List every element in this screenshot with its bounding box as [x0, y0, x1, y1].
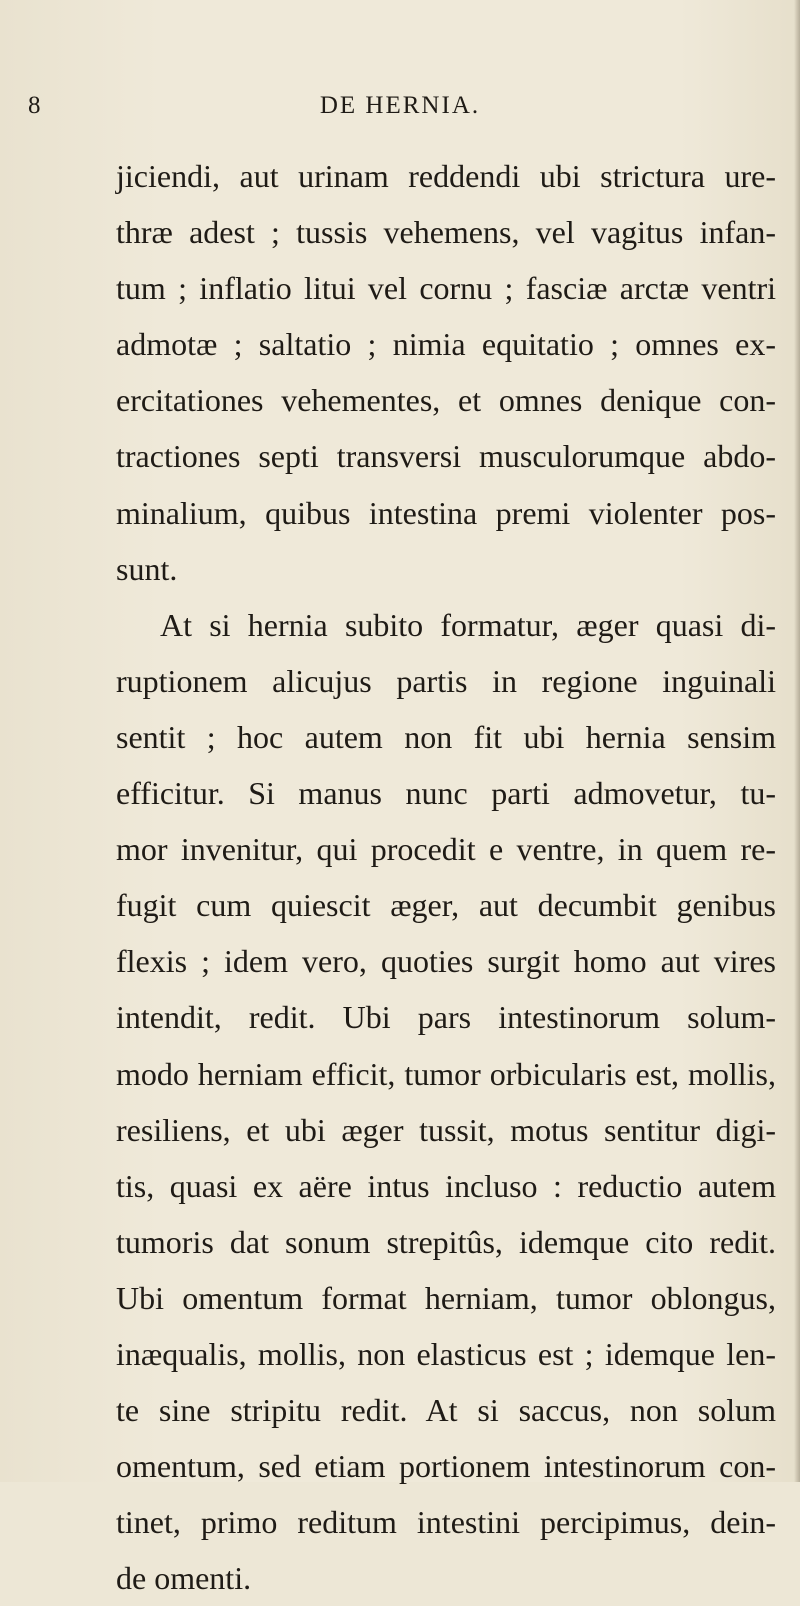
- text-line: modo herniam efficit, tumor orbicularis est, mollis,: [116, 1055, 776, 1092]
- text-line: admotæ ; saltatio ; nimia equitatio ; omnes ex-: [116, 326, 776, 363]
- page-number: 8: [28, 92, 41, 119]
- text-line: minalium, quibus intestina premi violenter pos-: [116, 494, 776, 531]
- text-line: tinet, primo reditum intestini percipimus, dein-: [116, 1504, 776, 1541]
- text-line: tractiones septi transversi musculorumque abdo-: [116, 438, 776, 475]
- text-line: omentum, sed etiam portionem intestinorum con-: [116, 1448, 776, 1485]
- text-line: intendit, redit. Ubi pars intestinorum solum-: [116, 999, 776, 1036]
- text-line: tis, quasi ex aëre intus incluso : reductio autem: [116, 1167, 776, 1204]
- text-line: thræ adest ; tussis vehemens, vel vagitus infan-: [116, 214, 776, 251]
- text-line: de omenti.: [116, 1560, 252, 1597]
- text-line: flexis ; idem vero, quoties surgit homo aut vires: [116, 943, 776, 980]
- text-line: Ubi omentum format herniam, tumor oblongus,: [116, 1279, 776, 1316]
- text-line: fugit cum quiescit æger, aut decumbit genibus: [116, 887, 776, 924]
- text-line: mor invenitur, qui procedit e ventre, in quem re-: [116, 831, 776, 868]
- text-line: tumoris dat sonum strepitûs, idemque cito redit.: [116, 1223, 776, 1260]
- page-edge-shadow: [794, 0, 800, 1482]
- text-line: ercitationes vehementes, et omnes denique con-: [116, 382, 776, 419]
- text-line: jiciendi, aut urinam reddendi ubi strictura ure-: [116, 158, 776, 194]
- running-head: [0, 92, 800, 132]
- text-line: inæqualis, mollis, non elasticus est ; idemque len-: [116, 1335, 776, 1372]
- text-line: ruptionem alicujus partis in regione inguinali: [116, 662, 776, 699]
- text-line: sentit ; hoc autem non fit ubi hernia sensim: [116, 718, 776, 755]
- text-line: efficitur. Si manus nunc parti admovetur, tu-: [116, 775, 776, 812]
- text-line: te sine stripitu redit. At si saccus, non solum: [116, 1392, 776, 1429]
- body-text: [116, 148, 776, 1606]
- running-title: DE HERNIA.: [319, 92, 481, 119]
- text-line: sunt.: [116, 550, 178, 587]
- paragraph-start-line: At si hernia subito formatur, æger quasi di-: [160, 606, 776, 643]
- text-line: resiliens, et ubi æger tussit, motus sentitur digi-: [116, 1111, 776, 1148]
- text-line: tum ; inflatio litui vel cornu ; fasciæ arctæ ventri: [116, 270, 776, 307]
